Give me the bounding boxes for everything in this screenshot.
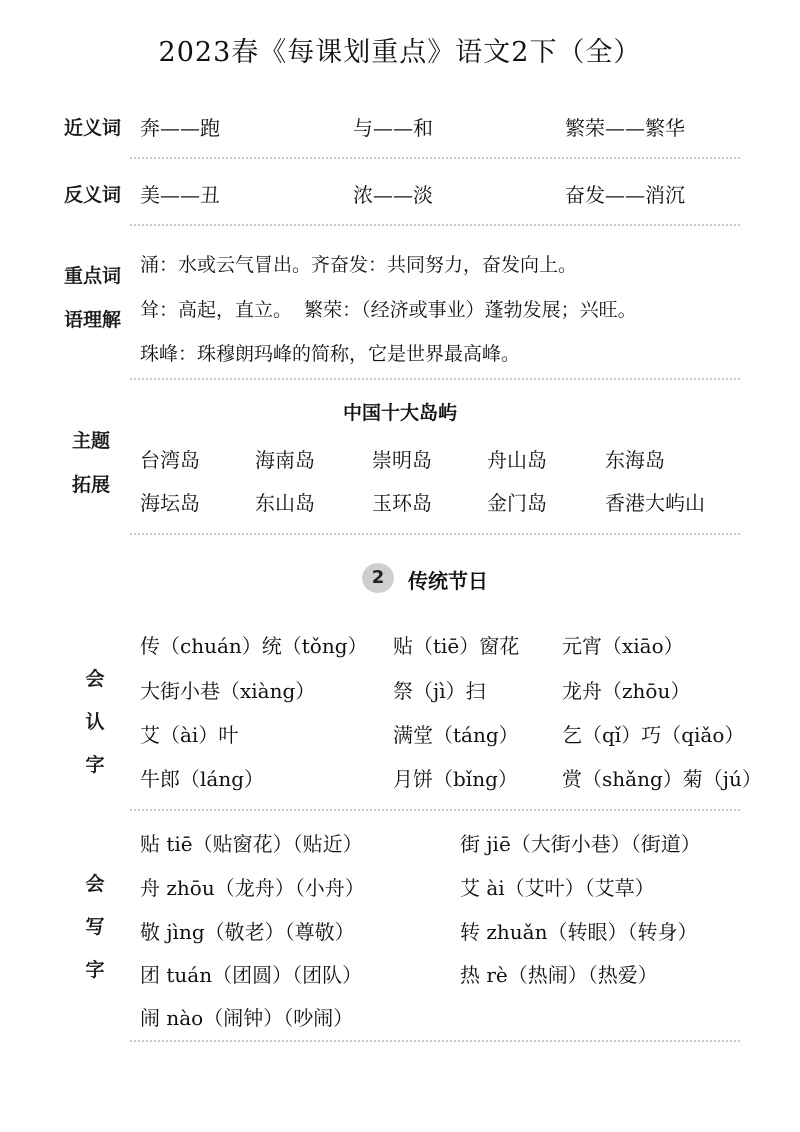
antonym-pair: 浓——淡 [353,183,433,207]
key-word-definition: 涌：水或云气冒出。齐奋发：共同努力，奋发向上。 [140,254,578,276]
recognize-item: 大街小巷（xiàng） [140,679,316,703]
recognize-item: 贴（tiē）窗花 [393,634,520,658]
recognize-item: 月饼（bǐng） [393,767,518,791]
lesson-title: 传统节日 [408,569,488,593]
island-item: 海坛岛 [140,491,200,515]
recognize-item: 满堂（táng） [393,723,519,747]
synonym-pair: 与——和 [353,116,433,140]
write-label-char: 会 [85,873,105,895]
divider [130,378,740,380]
write-label [83,863,107,992]
synonym-pair: 繁荣——繁华 [565,116,685,140]
write-item: 街 jiē（大街小巷）（街道） [460,832,701,856]
island-item: 崇明岛 [372,448,432,472]
recognize-item: 传（chuán）统（tǒng） [140,634,368,658]
divider [130,157,740,159]
antonyms-label: 反义词 [64,184,122,206]
recognize-item: 祭（jì）扫 [393,679,486,703]
island-item: 海南岛 [255,448,315,472]
key-words-label-line2: 语理解 [64,309,122,331]
write-item: 舟 zhōu（龙舟）（小舟） [140,876,365,900]
divider [130,1040,740,1042]
divider [130,533,740,535]
theme-label-line1: 主题 [72,430,111,452]
write-item: 艾 ài（艾叶）（艾草） [460,876,655,900]
island-item: 舟山岛 [487,448,547,472]
recognize-item: 龙舟（zhōu） [562,679,691,703]
recognize-item: 赏（shǎng）菊（jú） [562,767,762,791]
write-item: 贴 tiē（贴窗花）（贴近） [140,832,363,856]
recognize-label [83,658,107,787]
write-item: 闹 nào（闹钟）（吵闹） [140,1006,354,1030]
antonym-pair: 奋发——消沉 [565,183,685,207]
island-item: 东海岛 [605,448,665,472]
island-item: 台湾岛 [140,448,200,472]
key-word-definition: 珠峰：珠穆朗玛峰的简称，它是世界最高峰。 [140,343,521,365]
recognize-label-char: 字 [85,754,105,776]
theme-label-line2: 拓展 [72,474,111,496]
synonym-pair: 奔——跑 [140,116,220,140]
key-word-definition: 耸：高起，直立。 繁荣：（经济或事业）蓬勃发展；兴旺。 [140,299,637,321]
island-item: 玉环岛 [372,491,432,515]
recognize-label-char: 会 [85,668,105,690]
write-item: 转 zhuǎn（转眼）（转身） [460,920,698,944]
lesson-number-badge: 2 [362,563,394,593]
write-item: 团 tuán（团圆）（团队） [140,963,363,987]
recognize-item: 乞（qǐ）巧（qiǎo） [562,723,745,747]
island-item: 香港大屿山 [605,491,705,515]
antonym-pair: 美——丑 [140,183,220,207]
recognize-label-char: 认 [85,711,105,733]
write-label-char: 写 [85,916,105,938]
write-item: 热 rè（热闹）（热爱） [460,963,658,987]
divider [130,809,740,811]
recognize-item: 元宵（xiāo） [562,634,684,658]
theme-subtitle: 中国十大岛屿 [342,402,457,424]
page-title: 2023春《每课划重点》语文2下（全） [158,37,642,68]
island-item: 东山岛 [255,491,315,515]
divider [130,224,740,226]
island-item: 金门岛 [487,491,547,515]
key-words-label-line1: 重点词 [64,265,122,287]
write-label-char: 字 [85,959,105,981]
synonyms-label: 近义词 [64,117,122,139]
recognize-item: 牛郎（láng） [140,767,265,791]
write-item: 敬 jìng（敬老）（尊敬） [140,920,355,944]
recognize-item: 艾（ài）叶 [140,723,239,747]
